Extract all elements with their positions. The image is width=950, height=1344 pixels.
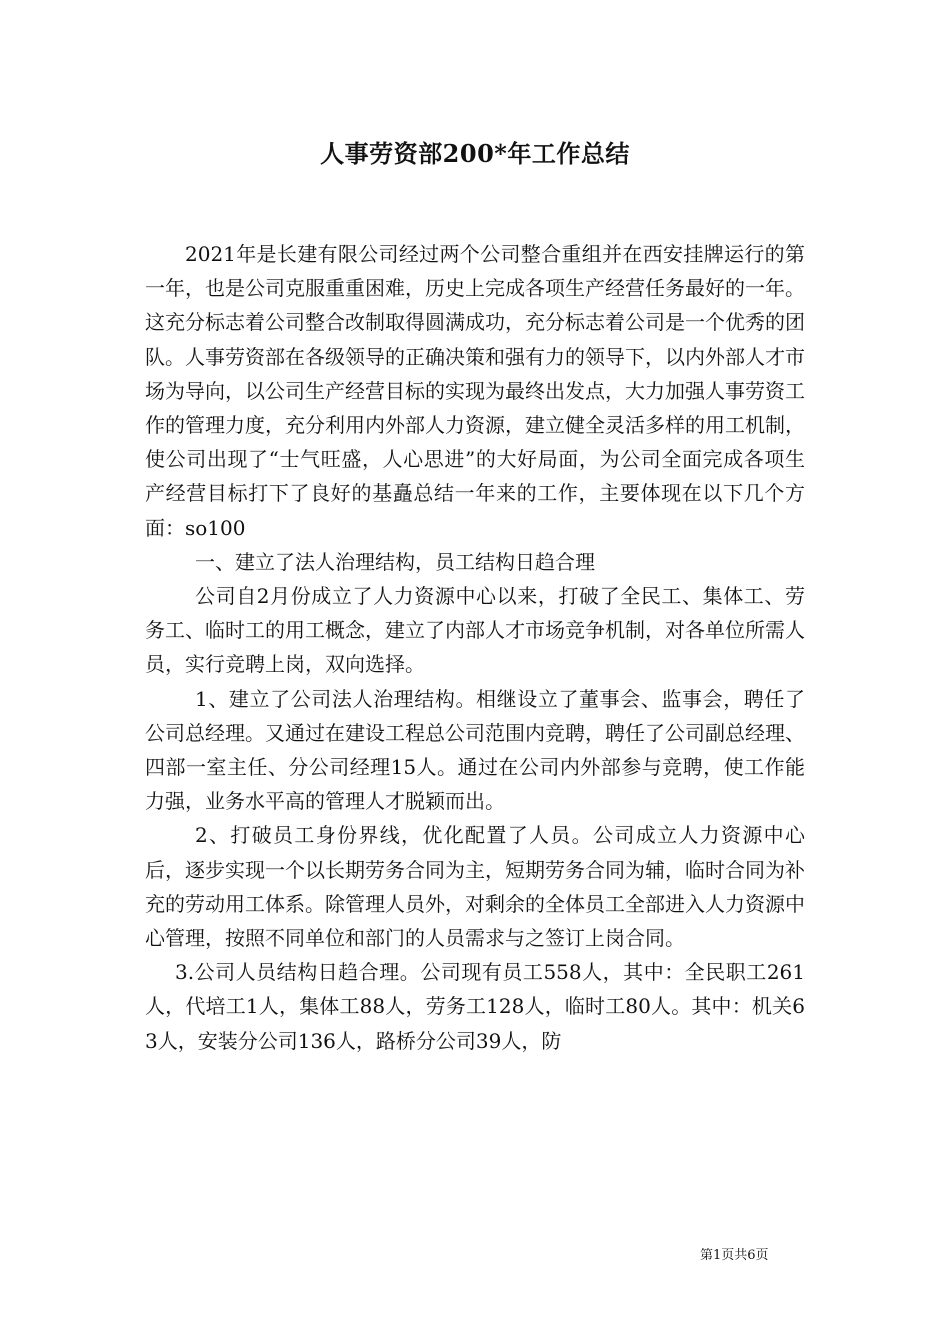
page-number-label: 第1页共6页 — [700, 1248, 769, 1263]
paragraph-item-2: 2、打破员工身份界线，优化配置了人员。公司成立人力资源中心后，逐步实现一个以长期劳务合同为主，短期劳务合同为辅，临时合同为补充的劳动用工体系。除管理人员外，对剩余的全体员工全部进入人力资源中心管理，按照不同单位和部门的人员需求与之签订上岗合同。 — [145, 823, 805, 951]
paragraph-item-1: 1、建立了公司法人治理结构。相继设立了董事会、监事会，聘任了公司总经理。又通过在建设工程总公司范围内竞聘，聘任了公司副总经理、四部一室主任、分公司经理15人。通过在公司内外部参与竞聘，使工作能力强，业务水平高的管理人才脱颖而出。 — [145, 686, 805, 814]
document-body — [145, 237, 805, 1058]
page-number — [700, 1244, 810, 1263]
paragraph-intro: 2021年是长建有限公司经过两个公司整合重组并在西安挂牌运行的第一年，也是公司克服重重困难，历史上完成各项生产经营任务最好的一年。这充分标志着公司整合改制取得圆满成功，充分标志着公司是一个优秀的团队。人事劳资部在各级领导的正确决策和强有力的领导下，以内外部人才市场为导向，以公司生产经营目标的实现为最终出发点，大力加强人事劳资工作的管理力度，充分利用内外部人力资源，建立健全灵活多样的用工机制，使公司出现了“士气旺盛，人心思进”的大好局面，为公司全面完成各项生产经营目标打下了良好的基矗总结一年来的工作，主要体现在以下几个方面：so100 — [145, 242, 805, 540]
paragraph-item-3: 3.公司人员结构日趋合理。公司现有员工558人，其中：全民职工261人，代培工1人，集体工88人，劳务工128人，临时工80人。其中：机关63人，安装分公司136人，路桥分公司39人，防 — [145, 960, 805, 1053]
document-title: 人事劳资部200*年工作总结 — [320, 139, 630, 168]
paragraph-section-1: 公司自2月份成立了人力资源中心以来，打破了全民工、集体工、劳务工、临时工的用工概念，建立了内部人才市场竞争机制，对各单位所需人员，实行竞聘上岗，双向选择。 — [145, 584, 805, 677]
section-heading-1: 一、建立了法人治理结构，员工结构日趋合理 — [195, 549, 595, 574]
